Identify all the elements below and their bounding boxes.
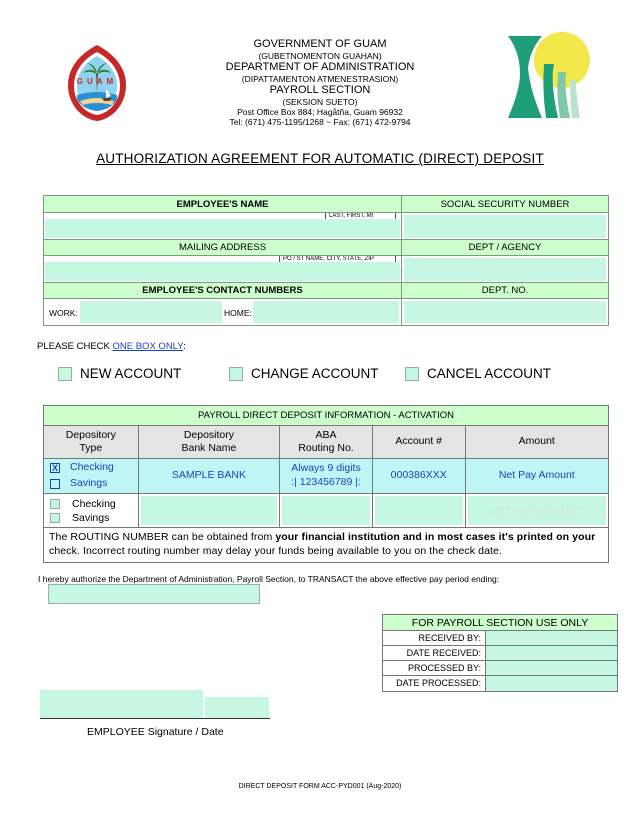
contact-numbers-header-text: EMPLOYEE'S CONTACT NUMBERS (142, 285, 303, 296)
entry-bank-field[interactable] (141, 496, 278, 525)
header-department: DEPARTMENT OF ADMINISTRATION (225, 60, 415, 73)
entry-routing-cell (280, 494, 373, 527)
routing-note-part1: The ROUTING NUMBER can be obtained from (49, 531, 276, 543)
payroll-use-title: FOR PAYROLL SECTION USE ONLY (383, 615, 617, 631)
header-address: Post Office Box 884; Hagåtña, Guam 96932 (237, 106, 403, 117)
mailing-address-header-text: MAILING ADDRESS (178, 242, 267, 253)
employee-name-field[interactable] (45, 219, 400, 238)
mailing-address-field[interactable] (45, 262, 400, 281)
processed-by-field[interactable] (486, 661, 617, 675)
sample-type-cell (44, 459, 139, 493)
ssn-header-text: SOCIAL SECURITY NUMBER (440, 198, 570, 210)
contact-numbers-header (44, 283, 401, 298)
sample-routing-cell (280, 459, 373, 493)
received-by-field[interactable] (486, 631, 617, 645)
letterhead (180, 38, 460, 127)
department-logo (500, 30, 592, 122)
date-received-row (383, 646, 617, 661)
deposit-header-row (44, 426, 608, 459)
col-depository-type-line1: Depository (65, 428, 116, 441)
new-account-checkbox[interactable] (58, 367, 72, 381)
entry-savings-checkbox[interactable] (50, 513, 60, 523)
routing-note-bold: your financial institution and in most cases it's printed on your (275, 531, 596, 543)
col-bank-name-line1: Depository (183, 428, 235, 441)
dept-agency-field[interactable] (404, 258, 606, 281)
table-border-bottom (43, 325, 609, 326)
col-routing-no (280, 426, 373, 458)
one-box-only-link[interactable]: ONE BOX ONLY (112, 341, 184, 352)
entry-row (44, 494, 608, 528)
header-government: GOVERNMENT OF GUAM (253, 38, 387, 50)
mailing-address-header (44, 240, 401, 255)
entry-bank-cell (139, 494, 281, 527)
sample-checking-checkbox: X (51, 463, 58, 474)
routing-note (44, 528, 608, 562)
table-border-left (43, 195, 44, 326)
sample-row (44, 459, 608, 494)
home-phone-field[interactable] (253, 301, 399, 323)
routing-note-part2: check. Incorrect routing number may delay your funds being available to you on the check date. (49, 544, 502, 557)
entry-account-field[interactable] (375, 496, 463, 525)
dept-no-field[interactable] (404, 301, 606, 323)
entry-amount-cell (466, 494, 608, 527)
entry-type-cell (44, 494, 139, 527)
received-by-label: RECEIVED BY: (383, 631, 486, 645)
employee-signature-field[interactable] (40, 690, 203, 718)
dept-no-header-text: DEPT. NO. (481, 285, 529, 296)
table-divider-vertical (401, 195, 402, 326)
sample-amount: Net Pay Amount (466, 459, 608, 493)
new-account-option[interactable] (58, 366, 181, 381)
col-routing-line1: ABA (315, 428, 337, 441)
cancel-account-checkbox[interactable] (405, 367, 419, 381)
col-depository-type-line2: Type (79, 442, 103, 454)
col-depository-type (44, 426, 139, 458)
row-line (43, 298, 609, 299)
ssn-header (402, 196, 608, 212)
name-format-hint: LAST, FIRST, MI (325, 213, 396, 220)
date-processed-label: DATE PROCESSED: (383, 676, 486, 691)
date-received-label: DATE RECEIVED: (383, 646, 486, 660)
dept-no-header (402, 283, 608, 298)
received-by-row (383, 631, 617, 646)
dept-agency-header-text: DEPT / AGENCY (468, 242, 542, 253)
dept-agency-header (402, 240, 608, 255)
table-border-right (608, 195, 609, 326)
col-account-no: Account # (373, 426, 466, 458)
ssn-field[interactable] (404, 215, 606, 238)
col-amount: Amount (466, 426, 608, 458)
col-routing-line2: Routing No. (298, 442, 354, 454)
pay-period-ending-field[interactable] (48, 584, 260, 604)
cancel-account-label: CANCEL ACCOUNT (427, 366, 552, 381)
signature-label: EMPLOYEE Signature / Date (87, 726, 224, 738)
guam-seal-logo (66, 43, 128, 123)
date-processed-field[interactable] (486, 676, 617, 691)
form-footer: DIRECT DEPOSIT FORM ACC-PYD001 (Aug-2020) (238, 783, 402, 790)
header-department-chamorro: (DIPATTAMENTON ATMENESTRASION) (241, 73, 399, 84)
sample-account-no: 000386XXX (373, 459, 466, 493)
deposit-info-table (43, 405, 609, 563)
work-phone-field[interactable] (80, 301, 222, 323)
cancel-account-option[interactable] (405, 366, 551, 381)
processed-by-row (383, 661, 617, 676)
check-instruction-prefix: PLEASE CHECK (37, 341, 113, 352)
processed-by-label: PROCESSED BY: (383, 661, 486, 675)
date-processed-row (383, 676, 617, 691)
new-account-label: NEW ACCOUNT (80, 366, 182, 381)
change-account-checkbox[interactable] (229, 367, 243, 381)
header-government-chamorro: (GUBETNOMENTON GUAHAN) (258, 50, 382, 61)
employee-name-header (44, 196, 401, 212)
sample-bank-name: SAMPLE BANK (139, 459, 281, 493)
header-section-chamorro: (SEKSION SUETO) (282, 96, 358, 107)
entry-amount-placeholder: NET PAY AMOUNT (490, 504, 583, 517)
employee-name-header-text: EMPLOYEE'S NAME (176, 198, 269, 210)
signature-date-field[interactable] (205, 697, 269, 718)
address-format-hint: PO / ST NAME, CITY, STATE, ZIP (279, 256, 396, 263)
change-account-label: CHANGE ACCOUNT (251, 366, 379, 381)
sample-routing-line1: Always 9 digits (291, 462, 361, 475)
signature-line (40, 718, 270, 719)
entry-routing-field[interactable] (282, 496, 370, 525)
entry-account-cell (373, 494, 466, 527)
work-label: WORK: (49, 308, 78, 318)
home-label: HOME: (224, 308, 252, 318)
header-section: PAYROLL SECTION (269, 83, 371, 96)
payroll-use-only-table (382, 614, 618, 692)
check-instruction-suffix: : (183, 341, 186, 352)
authorization-statement: I hereby authorize the Department of Administration, Payroll Section, to TRANSACT the above effective pay period ending: (38, 574, 500, 584)
header-phone: Tel: (671) 475-1195/1268 ~ Fax: (671) 472-9794 (229, 116, 411, 127)
sample-savings-checkbox (50, 479, 60, 489)
col-bank-name (139, 426, 281, 458)
entry-checking-checkbox[interactable] (50, 499, 60, 509)
form-title: AUTHORIZATION AGREEMENT FOR AUTOMATIC (DIRECT) DEPOSIT (96, 151, 544, 166)
check-instruction (37, 341, 186, 352)
entry-savings-label: Savings (72, 511, 110, 524)
sample-routing-line2: :| 123456789 |: (291, 476, 361, 488)
seal-guam-text: GUAM (76, 77, 118, 86)
sample-savings-label: Savings (70, 477, 108, 489)
entry-amount-field[interactable] (468, 496, 606, 525)
entry-checking-label: Checking (72, 497, 116, 510)
deposit-table-title: PAYROLL DIRECT DEPOSIT INFORMATION - ACTIVATION (44, 406, 608, 426)
sample-checking-label: Checking (70, 461, 114, 474)
col-bank-name-line2: Bank Name (181, 442, 237, 454)
date-received-field[interactable] (486, 646, 617, 660)
change-account-option[interactable] (229, 366, 379, 381)
